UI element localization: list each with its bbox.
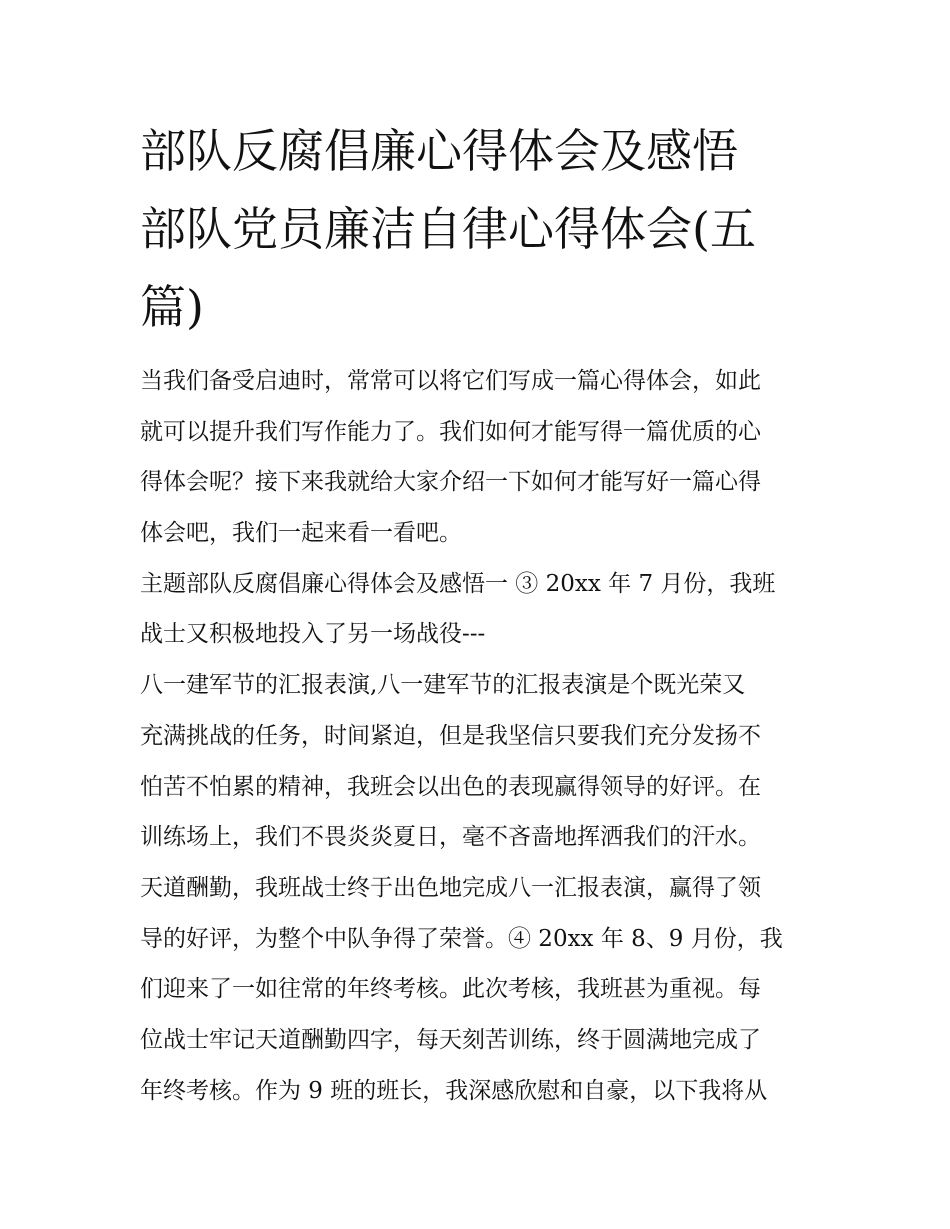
body-line: 年终考核。作为 9 班的班长，我深感欣慰和自豪，以下我将从: [140, 1077, 768, 1104]
body-line: 位战士牢记天道酬勤四字，每天刻苦训练，终于圆满地完成了: [140, 1026, 761, 1053]
body-line: 们迎来了一如往常的年终考核。此次考核，我班甚为重视。每: [140, 976, 761, 1003]
body-line: 导的好评，为整个中队争得了荣誉。④ 20xx 年 8、9 月份，我: [140, 925, 783, 952]
title-line: 部队反腐倡廉心得体会及感悟: [140, 124, 738, 178]
body-line: 八一建军节的汇报表演,八一建军节的汇报表演是个既光荣又: [140, 672, 746, 699]
body-line: 得体会呢？接下来我就给大家介绍一下如何才能写好一篇心得: [140, 469, 761, 496]
document-title: [140, 112, 820, 346]
body-line: 训练场上，我们不畏炎炎夏日，毫不吝啬地挥洒我们的汗水。: [140, 824, 761, 851]
body-line: 战士又积极地投入了另一场战役---: [140, 621, 486, 648]
title-line: 部队党员廉洁自律心得体会(五: [140, 202, 756, 256]
body-line: 主题部队反腐倡廉心得体会及感悟一 ③ 20xx 年 7 月份，我班: [140, 570, 776, 597]
title-line: 篇): [140, 280, 204, 334]
body-line: 充满挑战的任务，时间紧迫，但是我坚信只要我们充分发扬不: [140, 722, 761, 749]
document-body: [140, 356, 820, 1116]
body-line: 当我们备受启迪时，常常可以将它们写成一篇心得体会，如此: [140, 368, 761, 394]
body-line: 天道酬勤，我班战士终于出色地完成八一汇报表演，赢得了领: [140, 874, 761, 901]
body-line: 怕苦不怕累的精神，我班会以出色的表现赢得领导的好评。在: [140, 773, 761, 800]
body-line: 就可以提升我们写作能力了。我们如何才能写得一篇优质的心: [140, 418, 761, 445]
body-line: 体会吧，我们一起来看一看吧。: [140, 520, 462, 547]
